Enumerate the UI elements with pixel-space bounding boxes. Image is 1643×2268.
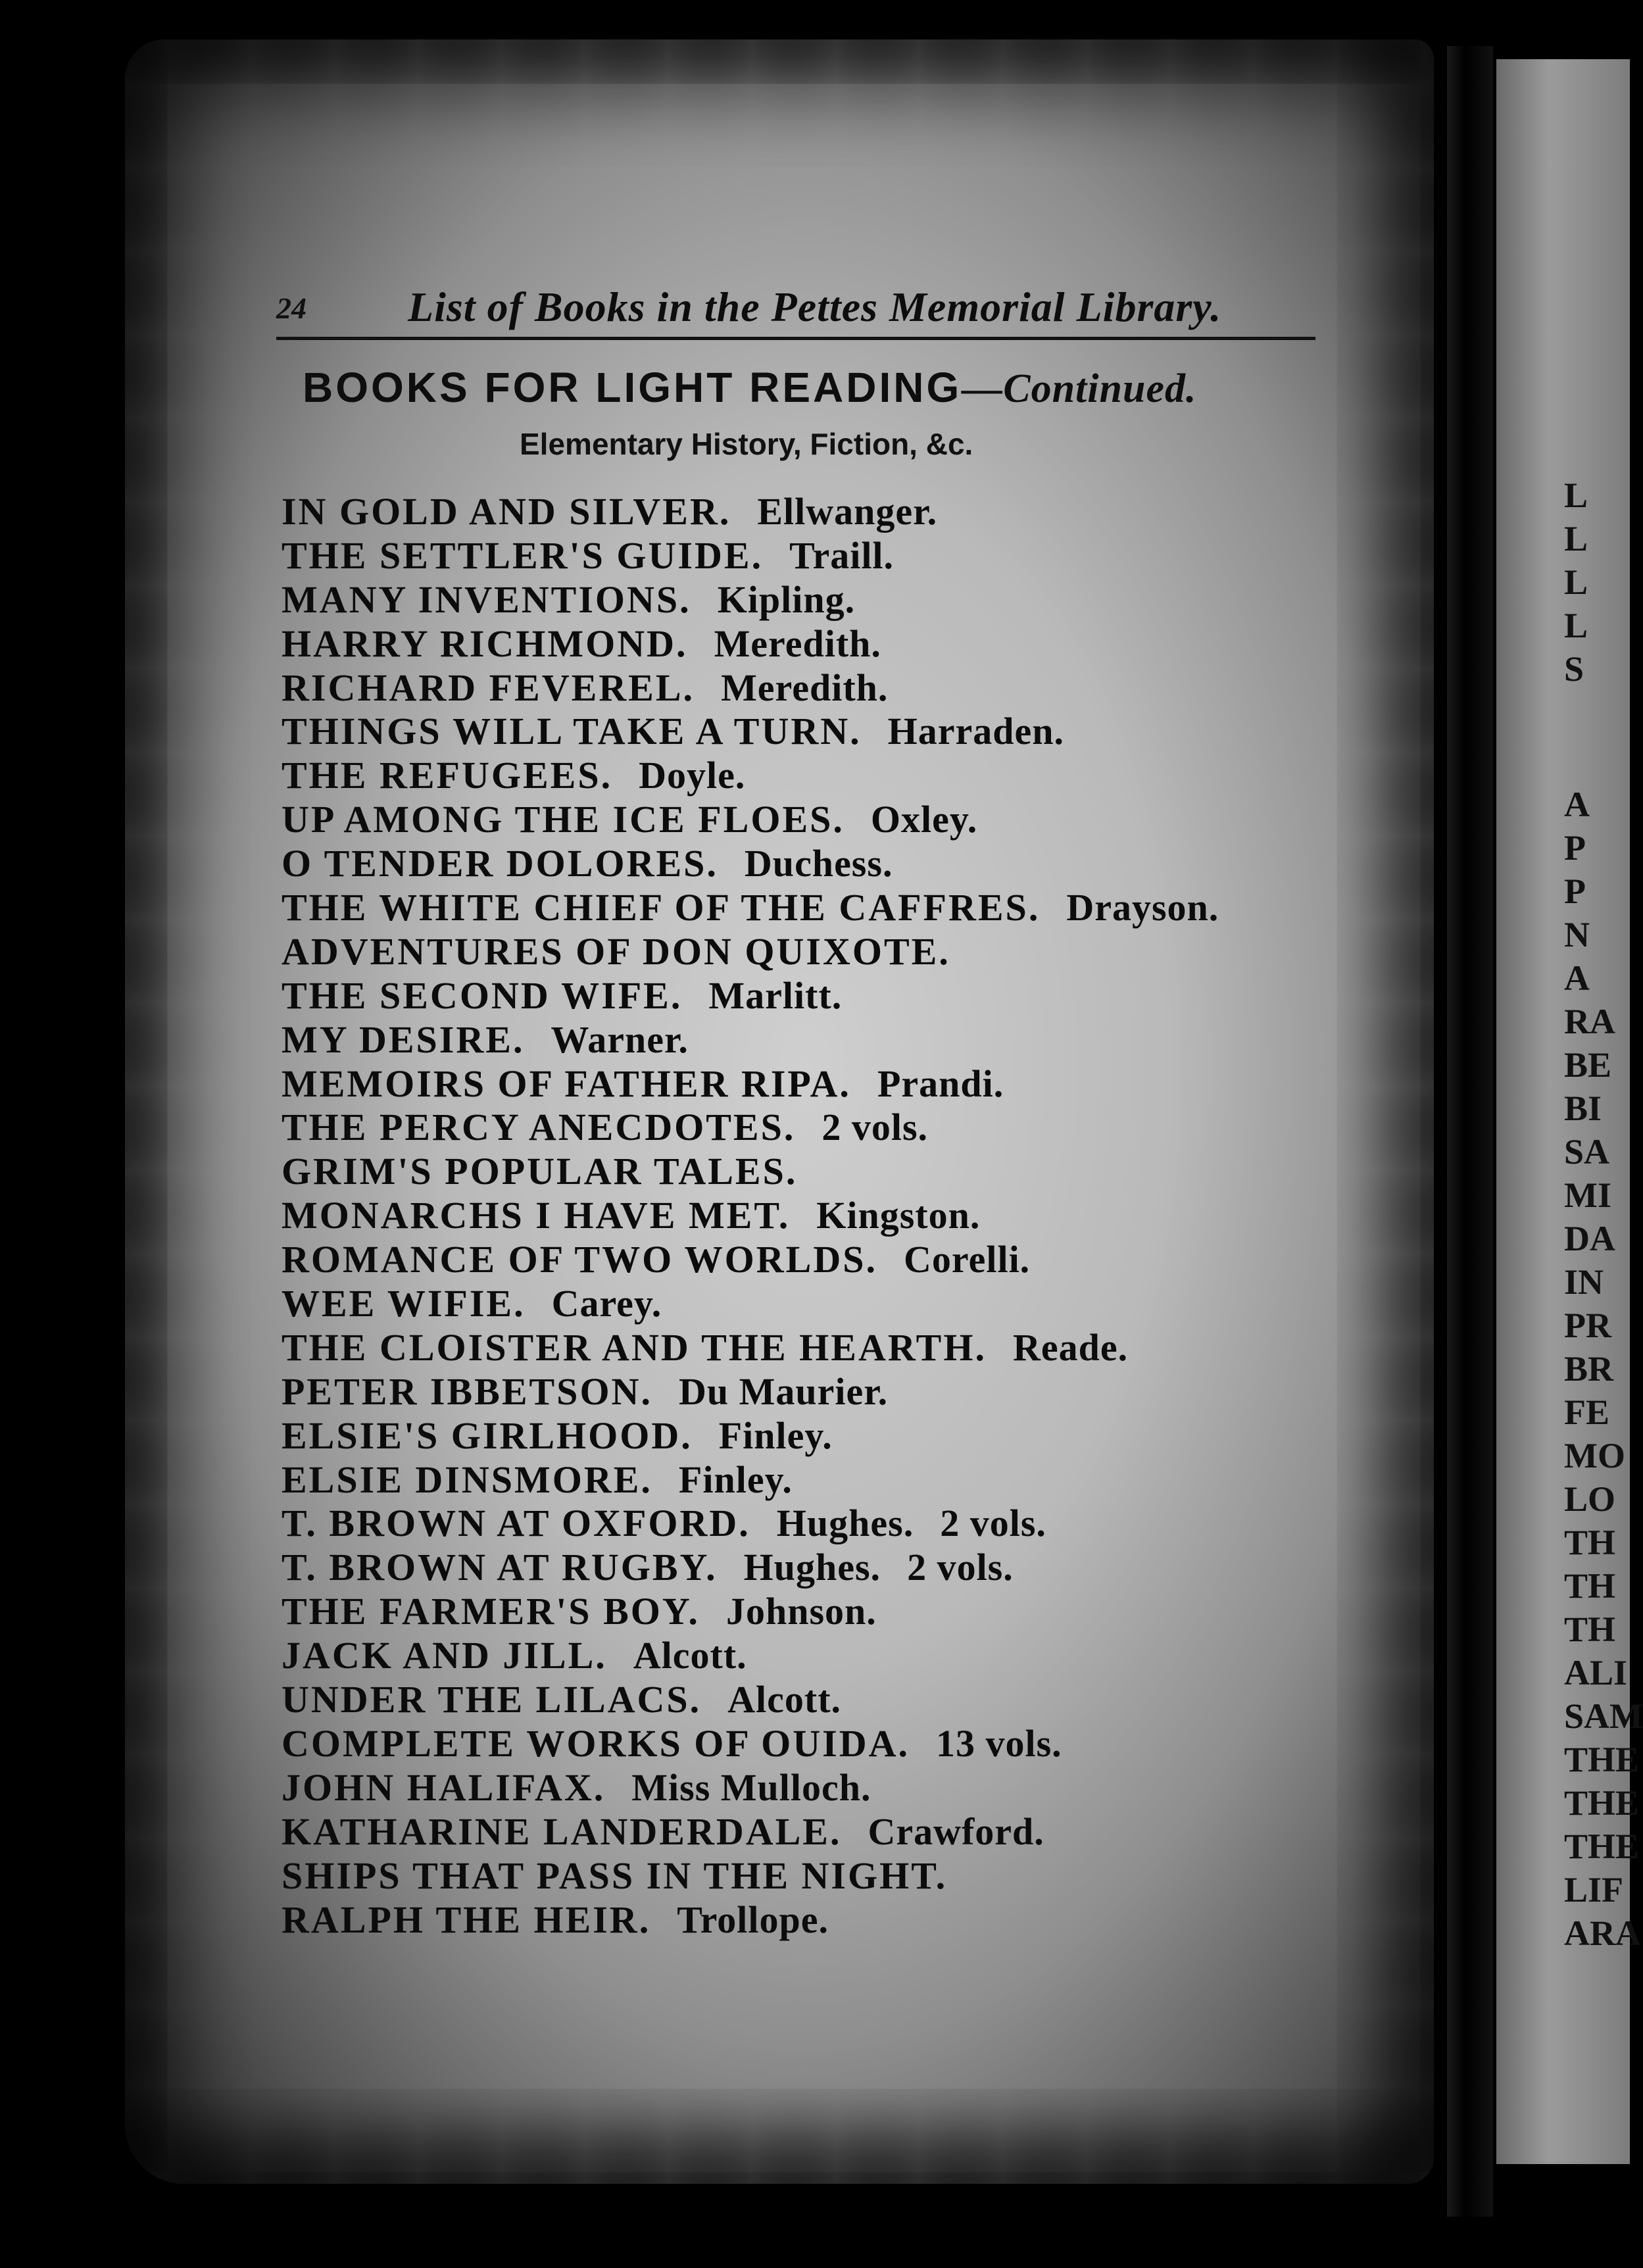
page-header (276, 283, 1315, 342)
book-entry (282, 1678, 1400, 1722)
book-entry (282, 490, 1400, 534)
book-entry (282, 1502, 1400, 1546)
book-title: JACK AND JILL. (282, 1634, 607, 1677)
book-title: THINGS WILL TAKE A TURN. (282, 710, 862, 753)
book-title: HARRY RICHMOND. (282, 622, 688, 665)
book-title: UNDER THE LILACS. (282, 1678, 702, 1721)
book-list (282, 490, 1400, 1942)
book-author: Doyle. (639, 754, 746, 797)
header-rule (276, 337, 1315, 340)
book-title: KATHARINE LANDERDALE. (282, 1810, 842, 1853)
book-entry (282, 1854, 1400, 1898)
book-author: Johnson. (725, 1590, 877, 1633)
book-entry (282, 1106, 1400, 1150)
facing-page-fragment: PR (1564, 1306, 1611, 1345)
book-volumes: 2 vols. (822, 1106, 929, 1149)
book-entry (282, 1018, 1400, 1062)
book-entry (282, 534, 1400, 578)
book-author: Corelli. (904, 1238, 1031, 1281)
facing-page-fragment: IN (1564, 1262, 1604, 1302)
book-author: Finley. (678, 1458, 793, 1501)
facing-page-fragment: L (1564, 562, 1588, 602)
facing-page-fragment: L (1564, 606, 1588, 645)
book-entry (282, 1282, 1400, 1326)
book-title: THE CLOISTER AND THE HEARTH. (282, 1325, 987, 1369)
book-entry (282, 930, 1400, 974)
book-author: Carey. (551, 1282, 662, 1325)
book-entry (282, 1062, 1400, 1106)
facing-page-fragment: BI (1564, 1089, 1602, 1128)
book-entry (282, 1810, 1400, 1854)
book-entry (282, 974, 1400, 1018)
book-title: RICHARD FEVEREL. (282, 666, 695, 709)
book-title: ELSIE'S GIRLHOOD. (282, 1414, 693, 1457)
page-number: 24 (276, 291, 307, 325)
section-heading-text: BOOKS FOR LIGHT READING (303, 364, 962, 411)
section-subheading: Elementary History, Fiction, &c. (520, 427, 973, 461)
facing-page-fragment: MI (1564, 1175, 1611, 1215)
book-author: Alcott. (633, 1634, 747, 1677)
facing-page-fragment: TH (1564, 1566, 1616, 1606)
book-author: Prandi. (877, 1062, 1004, 1105)
book-entry (282, 1150, 1400, 1194)
book-author: Hughes. (743, 1546, 881, 1589)
book-author: Crawford. (868, 1810, 1044, 1853)
facing-page-fragment: RA (1564, 1002, 1615, 1041)
book-volumes: 2 vols. (907, 1546, 1014, 1589)
book-author: Ellwanger. (757, 490, 938, 533)
book-title: MONARCHS I HAVE MET. (282, 1194, 791, 1237)
book-entry (282, 754, 1400, 798)
book-entry (282, 1194, 1400, 1238)
facing-page-fragment: LO (1564, 1479, 1616, 1519)
facing-page-fragment: THE (1564, 1783, 1640, 1823)
book-author: Du Maurier. (678, 1369, 889, 1413)
book-title: IN GOLD AND SILVER. (282, 490, 731, 533)
book-author: Trollope. (677, 1898, 829, 1941)
book-entry (282, 1238, 1400, 1282)
book-entry (282, 1370, 1400, 1414)
facing-page-fragment: ARA (1564, 1913, 1641, 1953)
book-author: Traill. (789, 533, 895, 577)
book-title: PETER IBBETSON. (282, 1369, 652, 1413)
book-author: Drayson. (1066, 886, 1219, 929)
book-title: GRIM'S POPULAR TALES. (282, 1150, 798, 1193)
book-entry (282, 798, 1400, 842)
book-entry (282, 1590, 1400, 1634)
facing-page-fragment: SA (1564, 1132, 1610, 1171)
facing-page-fragment: TH (1564, 1610, 1616, 1649)
running-title: List of Books in the Pettes Memorial Library. (408, 284, 1222, 330)
book-author: Oxley. (870, 798, 978, 841)
book-title: THE FARMER'S BOY. (282, 1590, 700, 1633)
book-title: MEMOIRS OF FATHER RIPA. (282, 1062, 851, 1105)
facing-page-fragment: A (1564, 785, 1590, 824)
facing-page-fragment: THE (1564, 1740, 1640, 1779)
book-title: THE REFUGEES. (282, 754, 613, 797)
facing-page-fragment: BE (1564, 1045, 1612, 1085)
book-author: Meredith. (721, 666, 889, 709)
facing-page-fragment: TH (1564, 1523, 1616, 1562)
book-volumes: 2 vols. (940, 1502, 1046, 1545)
book-title: UP AMONG THE ICE FLOES. (282, 798, 845, 841)
facing-page-fragment (1564, 691, 1630, 783)
book-entry (282, 1898, 1400, 1942)
book-entry (282, 1414, 1400, 1458)
section-heading-continued: —Continued. (962, 366, 1197, 411)
book-author: Meredith. (714, 622, 881, 665)
facing-page-fragment: FE (1564, 1393, 1610, 1432)
book-author: Harraden. (887, 710, 1064, 753)
facing-page-fragment: A (1564, 958, 1590, 998)
facing-page-fragment: DA (1564, 1219, 1615, 1258)
book-entry (282, 1634, 1400, 1678)
facing-page-fragment: L (1564, 476, 1588, 515)
book-title: WEE WIFIE. (282, 1282, 526, 1325)
facing-page-fragments (1564, 474, 1643, 1955)
book-volumes: 13 vols. (935, 1721, 1062, 1765)
book-title: MY DESIRE. (282, 1018, 525, 1061)
book-title: T. BROWN AT RUGBY. (282, 1546, 718, 1589)
book-title: ADVENTURES OF DON QUIXOTE. (282, 929, 950, 973)
book-author: Kingston. (816, 1194, 981, 1237)
book-entry (282, 578, 1400, 622)
book-author: Marlitt. (708, 974, 843, 1017)
section-heading (303, 363, 1329, 412)
book-title: T. BROWN AT OXFORD. (282, 1502, 750, 1545)
facing-page-fragment: ALI (1564, 1653, 1628, 1692)
book-author: Warner. (551, 1018, 689, 1061)
book-entry (282, 666, 1400, 710)
book-title: THE PERCY ANECDOTES. (282, 1106, 796, 1149)
facing-page-fragment: P (1564, 828, 1586, 868)
book-title: MANY INVENTIONS. (282, 578, 691, 621)
book-entry (282, 886, 1400, 930)
book-title: THE SETTLER'S GUIDE. (282, 533, 764, 577)
book-entry (282, 1458, 1400, 1502)
book-title: COMPLETE WORKS OF OUIDA. (282, 1721, 910, 1765)
book-author: Kipling. (717, 578, 856, 621)
facing-page-fragment: MO (1564, 1436, 1625, 1475)
facing-page-fragment: SAM (1564, 1696, 1643, 1736)
book-entry (282, 1722, 1400, 1766)
book-title: ELSIE DINSMORE. (282, 1458, 652, 1501)
book-title: O TENDER DOLORES. (282, 842, 718, 885)
book-title: SHIPS THAT PASS IN THE NIGHT. (282, 1854, 948, 1897)
facing-page-fragment: THE (1564, 1827, 1640, 1866)
facing-page-fragment: LIF (1564, 1870, 1624, 1910)
book-entry (282, 842, 1400, 886)
book-author: Miss Mulloch. (631, 1765, 871, 1809)
facing-page-fragment: P (1564, 872, 1586, 911)
book-title: JOHN HALIFAX. (282, 1765, 606, 1809)
facing-page-fragment: N (1564, 915, 1590, 954)
book-entry (282, 1546, 1400, 1590)
book-title: THE WHITE CHIEF OF THE CAFFRES. (282, 886, 1041, 929)
book-author: Finley. (718, 1414, 833, 1457)
book-author: Duchess. (744, 842, 893, 885)
book-gutter (1447, 46, 1493, 2217)
book-author: Hughes. (776, 1502, 914, 1545)
book-author: Alcott. (727, 1678, 842, 1721)
facing-page-fragment: S (1564, 649, 1584, 689)
book-entry (282, 710, 1400, 754)
facing-page-fragment: L (1564, 519, 1588, 558)
book-entry (282, 1326, 1400, 1370)
facing-page-fragment: BR (1564, 1349, 1614, 1389)
book-title: ROMANCE OF TWO WORLDS. (282, 1238, 878, 1281)
book-author: Reade. (1012, 1325, 1129, 1369)
book-title: RALPH THE HEIR. (282, 1898, 651, 1941)
book-entry (282, 622, 1400, 666)
book-title: THE SECOND WIFE. (282, 974, 683, 1017)
book-entry (282, 1766, 1400, 1810)
